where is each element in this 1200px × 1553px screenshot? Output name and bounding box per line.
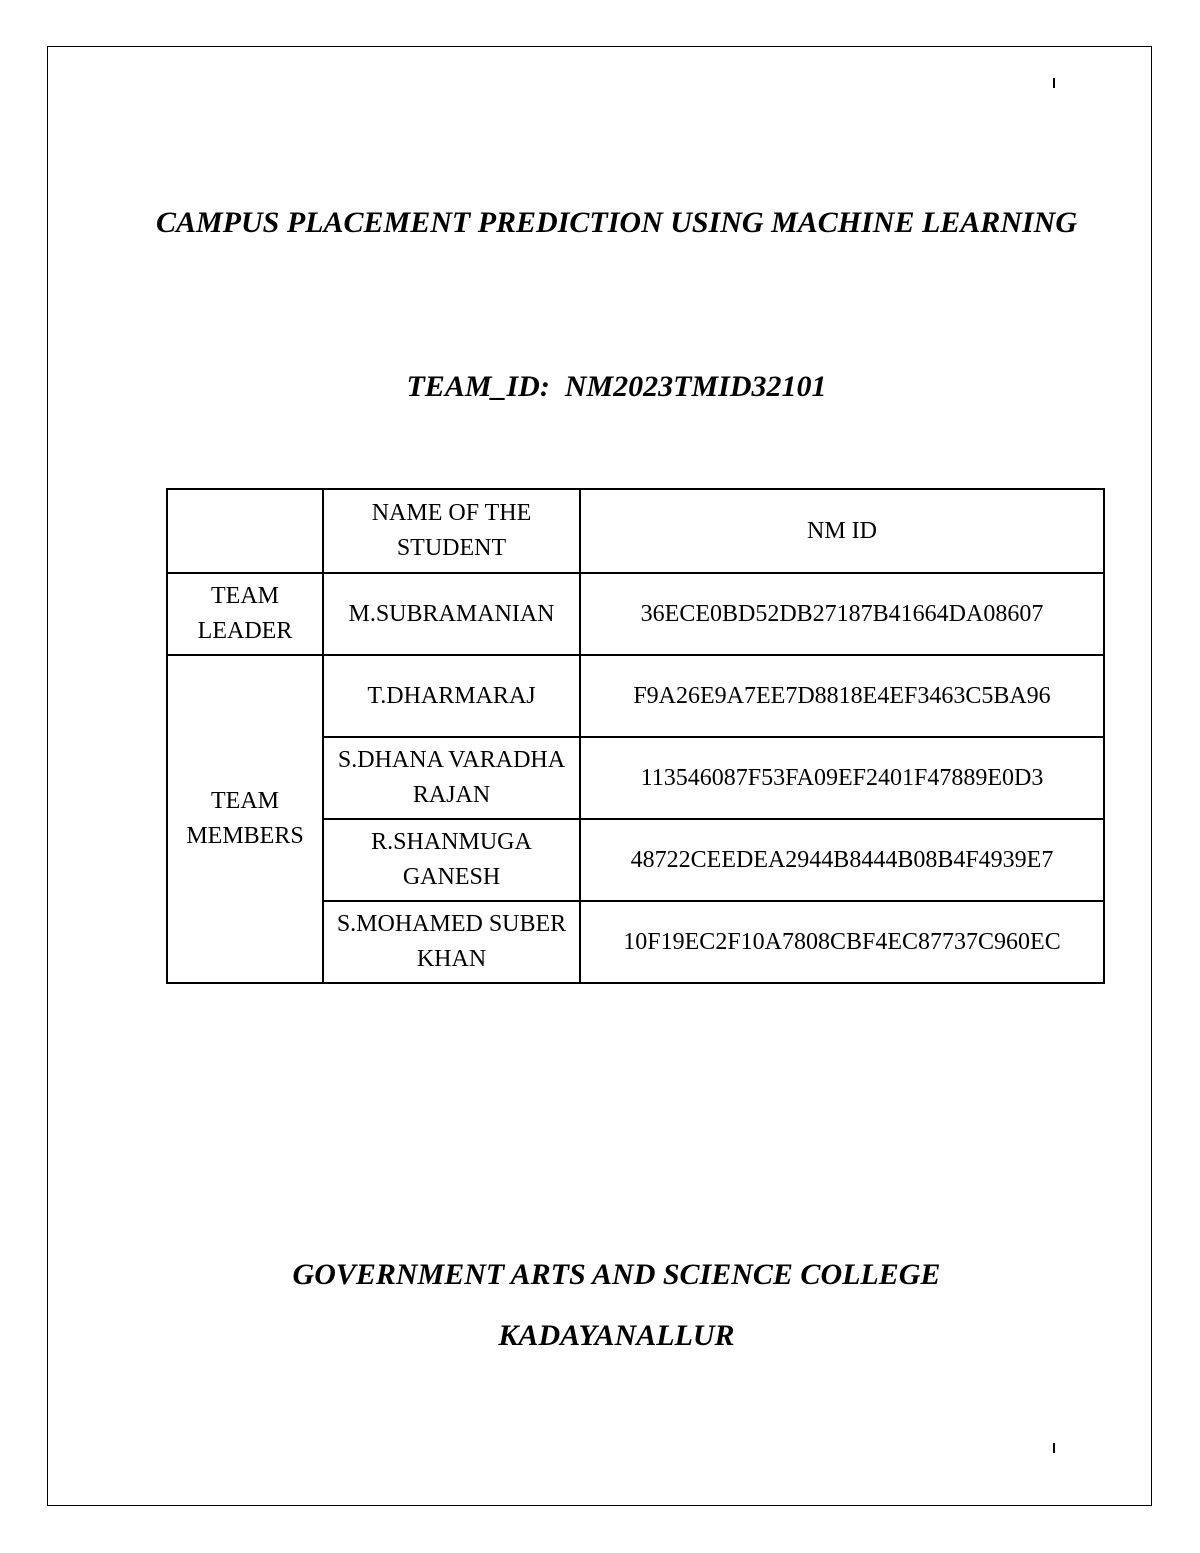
table-row-leader bbox=[167, 573, 1104, 655]
nmid-cell: 10F19EC2F10A7808CBF4EC87737C960EC bbox=[580, 901, 1104, 983]
page-mark-top bbox=[1053, 78, 1055, 88]
document-title: CAMPUS PLACEMENT PREDICTION USING MACHINE LEARNING bbox=[155, 206, 1077, 239]
page-mark-bottom bbox=[1053, 1443, 1055, 1453]
team-id: TEAM_ID: NM2023TMID32101 bbox=[406, 370, 827, 403]
header-cell-role bbox=[167, 489, 323, 573]
role-cell-members: TEAM MEMBERS bbox=[167, 655, 323, 983]
name-cell: M.SUBRAMANIAN bbox=[323, 573, 580, 655]
role-cell-leader: TEAM LEADER bbox=[167, 573, 323, 655]
header-cell-name: NAME OF THE STUDENT bbox=[323, 489, 580, 573]
table-header-row bbox=[167, 489, 1104, 573]
nmid-cell: 113546087F53FA09EF2401F47889E0D3 bbox=[580, 737, 1104, 819]
name-cell: S.MOHAMED SUBER KHAN bbox=[323, 901, 580, 983]
nmid-cell: F9A26E9A7EE7D8818E4EF3463C5BA96 bbox=[580, 655, 1104, 737]
team-table bbox=[166, 488, 1105, 984]
nmid-cell: 36ECE0BD52DB27187B41664DA08607 bbox=[580, 573, 1104, 655]
nmid-cell: 48722CEEDEA2944B8444B08B4F4939E7 bbox=[580, 819, 1104, 901]
name-cell: S.DHANA VARADHA RAJAN bbox=[323, 737, 580, 819]
name-cell: T.DHARMARAJ bbox=[323, 655, 580, 737]
college-place: KADAYANALLUR bbox=[498, 1319, 735, 1352]
name-cell: R.SHANMUGA GANESH bbox=[323, 819, 580, 901]
header-cell-nmid: NM ID bbox=[580, 489, 1104, 573]
table-row-member bbox=[167, 655, 1104, 737]
college-name: GOVERNMENT ARTS AND SCIENCE COLLEGE bbox=[292, 1258, 941, 1291]
